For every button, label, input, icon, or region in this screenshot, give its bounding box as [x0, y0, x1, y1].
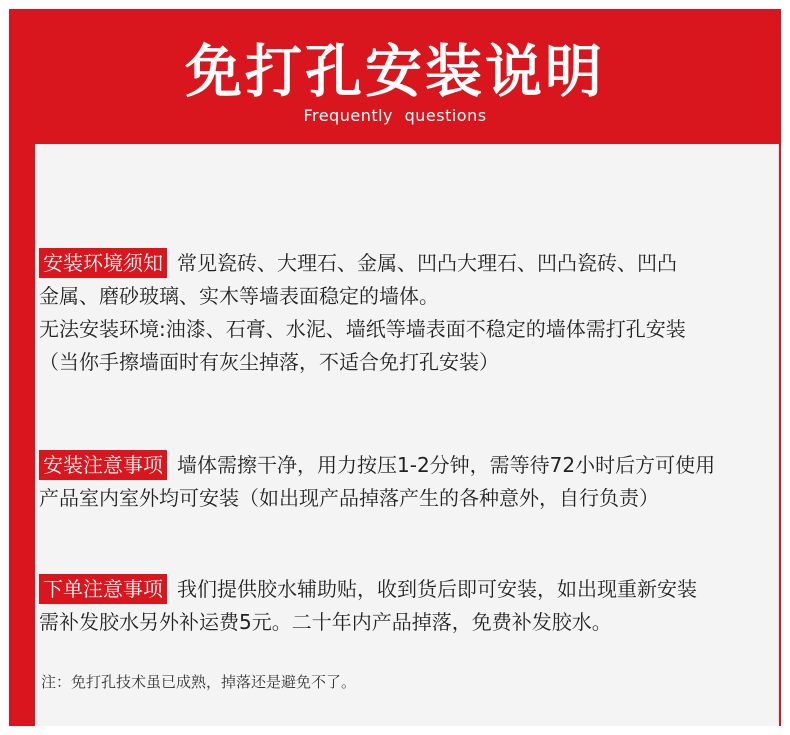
section-line: 无法安装环境:油漆、石膏、水泥、墙纸等墙表面不稳定的墙体需打孔安装 [39, 317, 686, 341]
section-line [39, 573, 769, 606]
section-install-environment [39, 247, 769, 379]
page-title: 免打孔安装说明 [185, 39, 605, 105]
page-frame [9, 9, 781, 726]
section-text: 我们提供胶水辅助贴，收到货后即可安装，如出现重新安装 [177, 577, 697, 601]
section-order-precautions [39, 573, 769, 639]
section-tag: 安装注意事项 [39, 450, 167, 480]
section-line [39, 449, 769, 482]
page-subtitle: Frequently questions [303, 106, 487, 125]
section-line [39, 247, 769, 280]
content-panel [35, 144, 779, 726]
section-text: 墙体需擦干净，用力按压1-2分钟，需等待72小时后方可使用 [177, 453, 716, 477]
section-line: 金属、磨砂玻璃、实木等墙表面稳定的墙体。 [39, 284, 439, 308]
section-tag: 安装环境须知 [39, 248, 167, 278]
section-line: 产品室内室外均可安装（如出现产品掉落产生的各种意外，自行负责） [39, 486, 659, 510]
footnote: 注：免打孔技术虽已成熟，掉落还是避免不了。 [41, 673, 357, 691]
section-text: 常见瓷砖、大理石、金属、凹凸大理石、凹凸瓷砖、凹凸 [177, 251, 677, 275]
section-install-precautions [39, 449, 769, 515]
section-line: 需补发胶水另外补运费5元。二十年内产品掉落，免费补发胶水。 [39, 610, 612, 634]
section-line: （当你手擦墙面时有灰尘掉落，不适合免打孔安装） [39, 350, 499, 374]
section-tag: 下单注意事项 [39, 574, 167, 604]
header [9, 9, 781, 144]
